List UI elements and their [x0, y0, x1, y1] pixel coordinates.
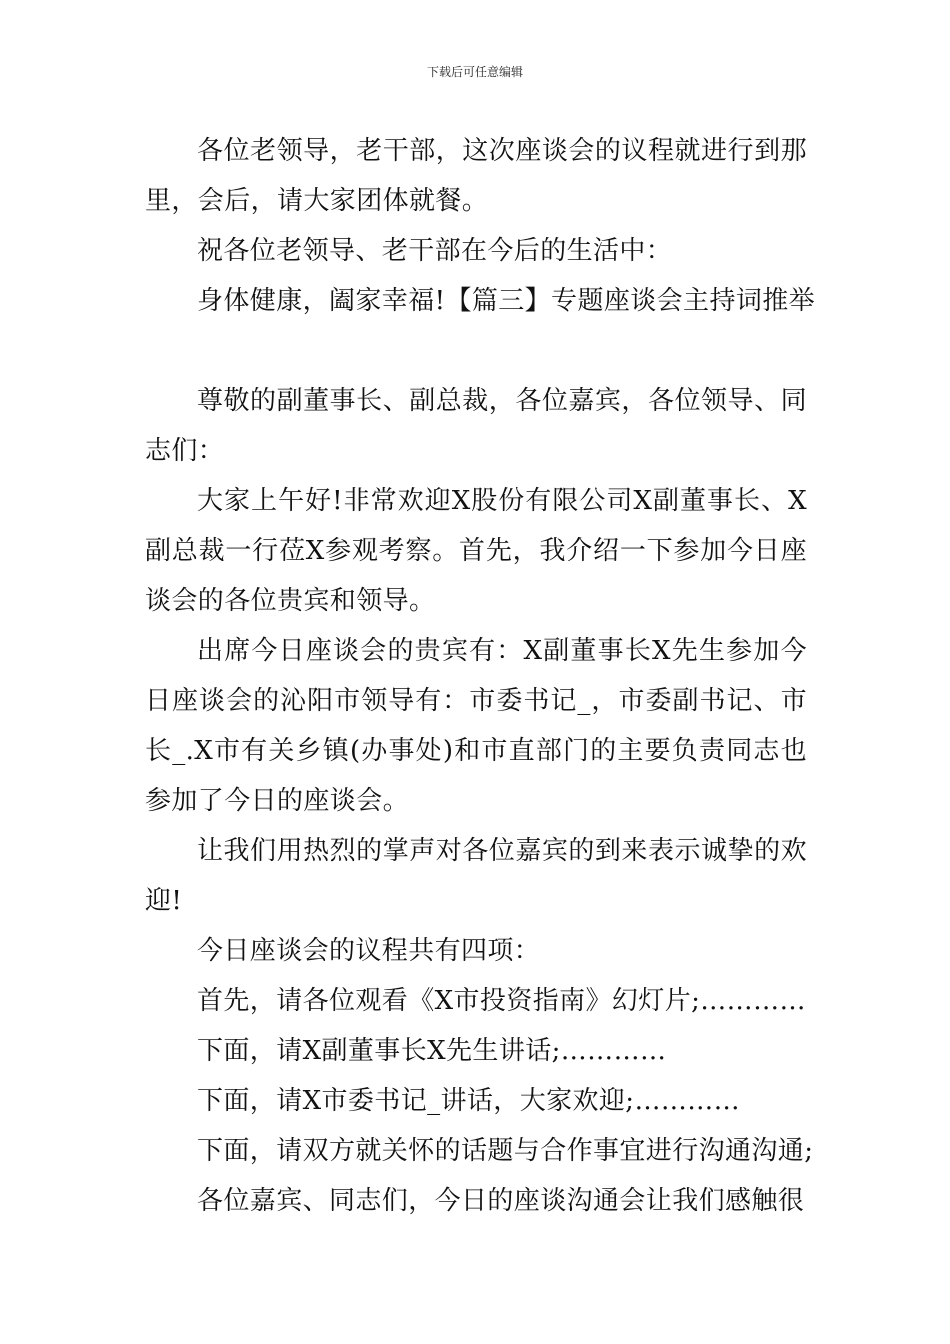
paragraph-guests: 出席今日座谈会的贵宾有：X副董事长X先生参加今日座谈会的沁阳市领导有：市委书记_，市委副书记、市长_.X市有关乡镇(办事处)和市直部门的主要负责同志也参加了今日的座谈会。	[145, 636, 807, 816]
paragraph-conclusion: 各位嘉宾、同志们，今日的座谈沟通会让我们感触很	[197, 1186, 805, 1216]
paragraph-blessing-section-title: 身体健康，阖家幸福!【篇三】专题座谈会主持词推举	[197, 286, 816, 316]
paragraph-agenda-intro: 今日座谈会的议程共有四项：	[197, 936, 541, 966]
paragraph-applause: 让我们用热烈的掌声对各位嘉宾的到来表示诚挚的欢迎!	[145, 836, 807, 916]
paragraph-salutation: 尊敬的副董事长、副总裁，各位嘉宾，各位领导、同志们：	[145, 386, 807, 466]
paragraph-welcome: 大家上午好!非常欢迎X股份有限公司X副董事长、X副总裁一行莅X参观考察。首先，我介绍一下参加今日座谈会的各位贵宾和领导。	[145, 486, 807, 616]
agenda-item-4: 下面，请双方就关怀的话题与合作事宜进行沟通沟通;	[197, 1136, 814, 1166]
agenda-item-2: 下面，请X副董事长X先生讲话;…………	[197, 1036, 667, 1066]
document-body	[145, 126, 816, 1226]
agenda-item-3: 下面，请X市委书记_讲话，大家欢迎;…………	[197, 1086, 741, 1116]
paragraph-wishes: 祝各位老领导、老干部在今后的生活中：	[197, 236, 673, 266]
agenda-item-1: 首先，请各位观看《X市投资指南》幻灯片;…………	[197, 986, 806, 1016]
page-header-note: 下载后可任意编辑	[426, 65, 523, 79]
blank-line	[145, 326, 807, 376]
paragraph-closing-remarks: 各位老领导，老干部，这次座谈会的议程就进行到那里，会后，请大家团体就餐。	[145, 136, 807, 216]
